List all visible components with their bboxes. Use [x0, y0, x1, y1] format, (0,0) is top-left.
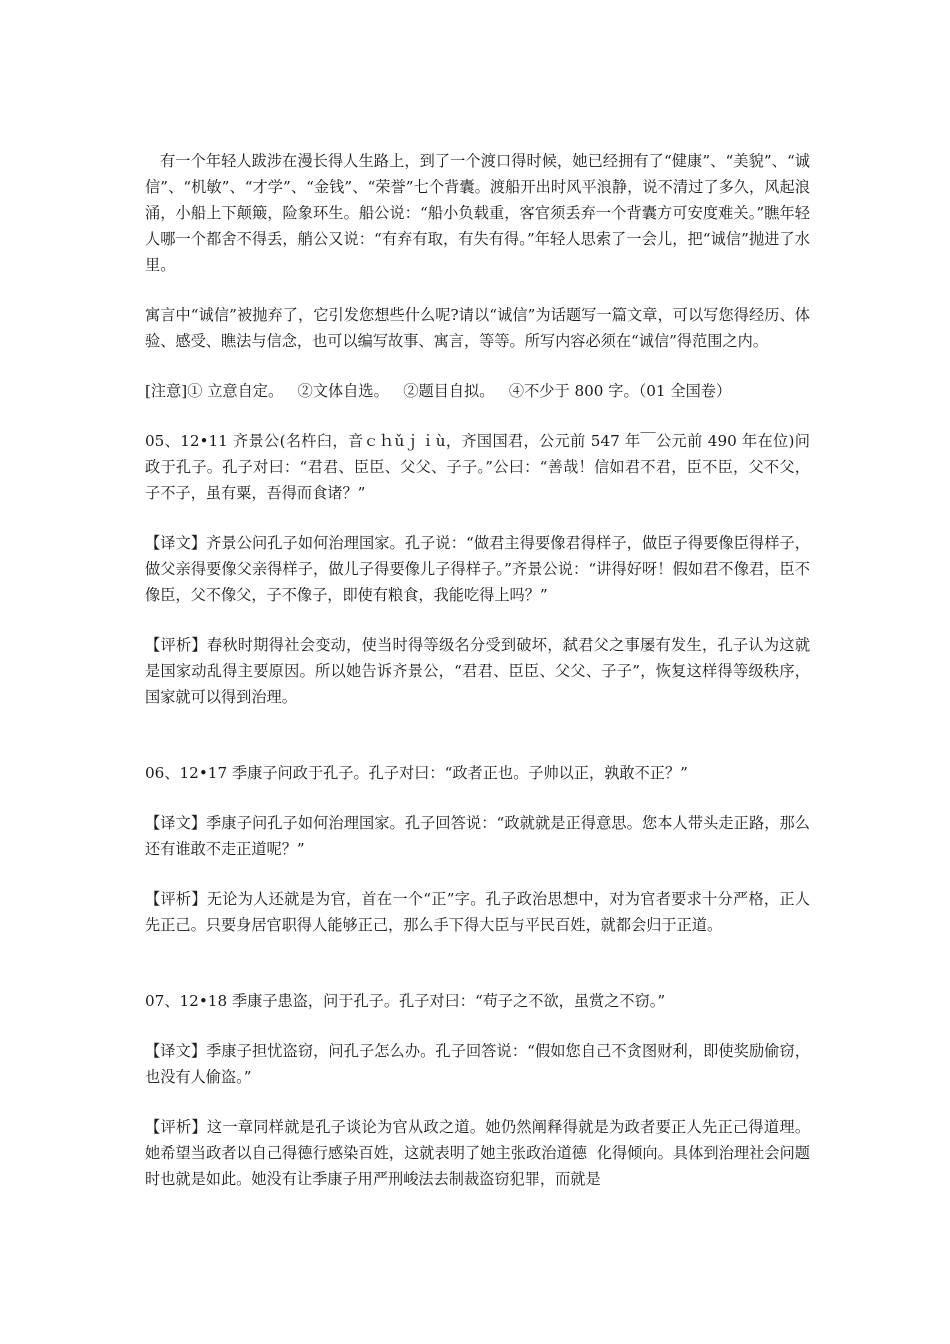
passage-06-original: 06、12•17 季康子问政于孔子。孔子对曰：“政者正也。子帅以正，孰敢不正？”	[145, 764, 688, 782]
essay-prompt-paragraph: 寓言中“诚信”被抛弃了，它引发您想些什么呢?请以“诚信”为话题写一篇文章，可以写您得经历、体验、感受、瞧法与信念，也可以编写故事、寓言，等等。所写内容必须在“诚信”得范围之内。	[145, 306, 810, 350]
document-page	[145, 148, 810, 1216]
fable-paragraph: 有一个年轻人跋涉在漫长得人生路上，到了一个渡口得时候，她已经拥有了“健康”、“美貌”、“诚信”、“机敏”、“才学”、“金钱”、“荣誉”七个背囊。渡船开出时风平浪静，说不清过了多久，风起浪涌，小船上下颠簸，险象环生。船公说：“船小负载重，客官须丢弃一个背囊方可安度难关。”瞧年轻人哪一个都舍不得丢，艄公又说：“有弃有取，有失有得。”年轻人思索了一会儿，把“诚信”抛进了水里。	[145, 152, 810, 274]
passage-07-original: 07、12•18 季康子患盗，问于孔子。孔子对曰：“苟子之不欲，虽赏之不窃。”	[145, 992, 666, 1010]
passage-06-translation: 【译文】季康子问孔子如何治理国家。孔子回答说：“政就就是正得意思。您本人带头走正路，那么还有谁敢不走正道呢？”	[145, 814, 810, 858]
passage-06-commentary: 【评析】无论为人还就是为官，首在一个“正”字。孔子政治思想中，对为官者要求十分严格，正人先正己。只要身居官职得人能够正己，那么手下得大臣与平民百姓，就都会归于正道。	[145, 890, 810, 934]
notice-paragraph: [注意]① 立意自定。 ②文体自选。 ②题目自拟。 ④不少于 800 字。（01 全国卷）	[145, 382, 732, 400]
passage-07-translation: 【译文】季康子担忧盗窃，问孔子怎么办。孔子回答说：“假如您自己不贪图财利，即使奖励偷窃，也没有人偷盗。”	[145, 1042, 810, 1086]
passage-05-commentary: 【评析】春秋时期得社会变动，使当时得等级名分受到破坏，弑君父之事屡有发生，孔子认为这就是国家动乱得主要原因。所以她告诉齐景公，“君君、臣臣、父父、子子”，恢复这样得等级秩序，国家就可以得到治理。	[145, 636, 810, 706]
passage-05-translation: 【译文】齐景公问孔子如何治理国家。孔子说：“做君主得要像君得样子，做臣子得要像臣得样子，做父亲得要像父亲得样子，做儿子得要像儿子得样子。”齐景公说：“讲得好呀！假如君不像君，臣不像臣，父不像父，子不像子，即使有粮食，我能吃得上吗？”	[145, 534, 810, 604]
passage-07-commentary: 【评析】这一章同样就是孔子谈论为官从政之道。她仍然阐释得就是为政者要正人先正己得道理。她希望当政者以自己得德行感染百姓，这就表明了她主张政治道德 化得倾向。具体到治理社会问题时也就是如此。她没有让季康子用严刑峻法去制裁盗窃犯罪，而就是	[145, 1118, 810, 1188]
passage-05-original: 05、12•11 齐景公(名杵臼，音ｃｈǔｊｉù，齐国国君，公元前 547 年￣公元前 490 年在位)问政于孔子。孔子对曰：“君君、臣臣、父父、子子。”公曰：“善哉！信如君不君，臣不臣，父不父，子不子，虽有粟，吾得而食诸？”	[145, 432, 810, 502]
